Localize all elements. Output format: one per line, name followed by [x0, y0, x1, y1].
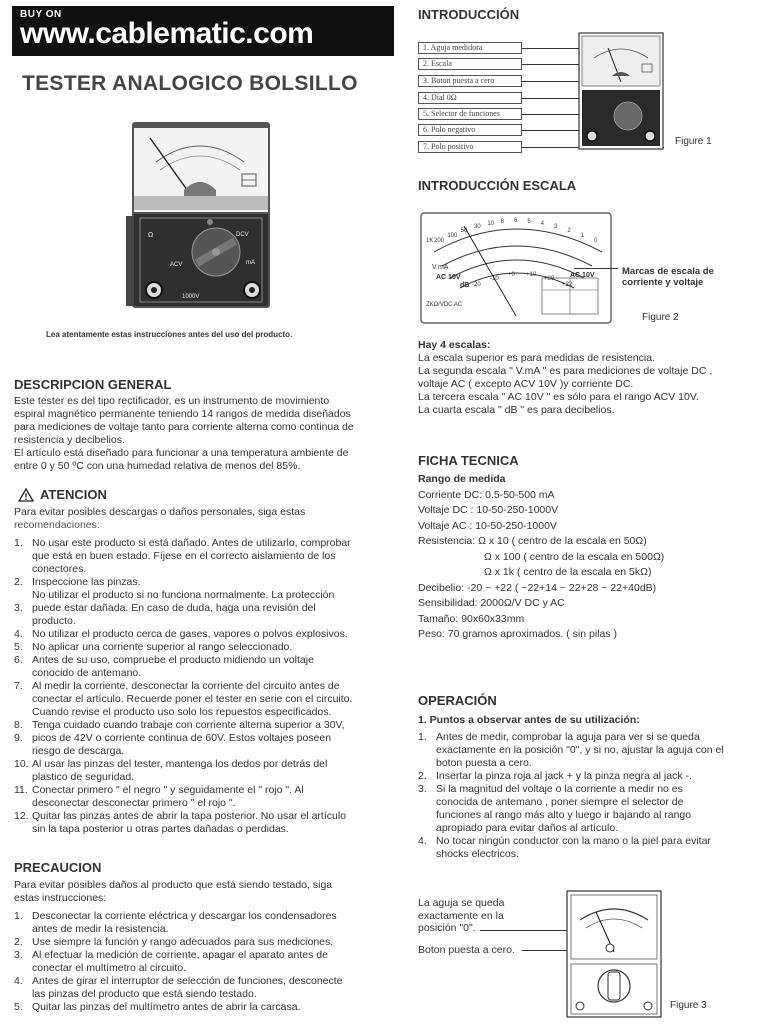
operacion-sub: 1. Puntos a observar antes de su utilización:	[418, 714, 640, 726]
figure3-label: Figure 3	[670, 1000, 707, 1011]
part-label-polo-negativo: 6. Polo negativo	[418, 124, 522, 136]
atencion-heading-row	[18, 487, 107, 502]
list-item: 1. Desconectar la corriente eléctrica y descargar los condensadores antes de medir la resistencia.	[14, 910, 337, 935]
banner-url: www.cablematic.com	[20, 17, 314, 50]
list-item: 9. picos de 42V o corriente continua de 60V. Estos voltajes poseen riesgo de descarga.	[14, 732, 332, 757]
introduccion-heading: INTRODUCCIÓN	[418, 7, 520, 22]
list-item: 5. No aplicar una corriente superior al rango seleccionado.	[14, 641, 293, 653]
figure1-svg	[578, 32, 664, 150]
list-item: 4. No tocar ningún conductor con la mano o la piel para evitar shocks electricos.	[418, 835, 711, 860]
precaucion-intro-line: Para evitar posibles daños al producto que está siendo testado, siga	[14, 879, 333, 891]
scale-tick-label: 3	[554, 223, 558, 230]
operacion-heading: OPERACIÓN	[418, 693, 497, 708]
scale-tick-label: 50	[460, 228, 468, 234]
ficha-row: Resistencia: Ω x 10 ( centro de la escala en 50Ω)	[418, 535, 647, 547]
scale-drawing	[420, 212, 612, 329]
marcas-escala-label	[622, 266, 714, 288]
list-item: 3. Si la magnitud del voltaje o la corriente a medir no es conocida de antemano , poner siempre el selector de funciones al rango más alto y luego ir bajando al rango apropiado para evitar daños al artículo.	[418, 783, 692, 834]
scale-tick-label: 4	[540, 220, 544, 227]
photo-label-acv: ACV	[170, 262, 183, 268]
scale-tick-label: 30	[474, 223, 481, 230]
hay-line: voltaje AC ( excepto ACV 10V )y corriente DC.	[418, 378, 634, 390]
tester-photo-svg	[120, 118, 280, 314]
ficha-row: Voltaje DC : 10-50-250-1000V	[418, 504, 559, 516]
leader-line	[522, 81, 584, 82]
db-tick-label: -10	[490, 276, 499, 283]
atencion-intro	[14, 506, 384, 532]
ficha-row: Ω x 1k ( centro de la escala en 5kΩ)	[484, 566, 652, 578]
scale-label-model: ZKΩ/VDC AC	[426, 302, 463, 308]
atencion-list	[14, 537, 384, 836]
ficha-row: Tamaño: 90x60x33mm	[418, 612, 525, 625]
descripcion-line: El artículo está diseñado para funcionar a una temperatura ambiente de	[14, 447, 349, 459]
marcas-line: corriente y voltaje	[622, 277, 704, 288]
part-label-selector: 5. Selector de funciones	[418, 108, 522, 120]
list-item: 4. Antes de girar el interruptor de selección de funciones, desconecte las pinzas del producto que está siendo testado.	[14, 975, 343, 1000]
part-label-boton: 3. Boton puesta a cero	[418, 75, 522, 87]
ficha-heading: FICHA TECNICA	[418, 453, 519, 468]
hay-line: La tercera escala " AC 10V " es sólo para el rango ACV 10V.	[418, 391, 699, 403]
list-item: 6. Antes de su uso, compruebe el producto midiendo un voltaje conocido de antemano.	[14, 654, 314, 679]
ficha-row: Peso: 70 gramos aproximados. ( sin pilas )	[418, 628, 618, 640]
page-title: TESTER ANALOGICO BOLSILLO	[22, 72, 358, 95]
figure1-label: Figure 1	[675, 136, 712, 147]
scale-tick-label: 5	[527, 218, 531, 225]
scale-tick-label: 100	[447, 232, 458, 239]
list-item: 2. Inspeccione las pinzas. No utilizar el producto si no funciona normalmente. La protección	[14, 576, 335, 601]
list-item: 8. Tenga cuidado cuando trabaje con corriente alterna superior a 30V,	[14, 719, 345, 731]
list-item: 1. Antes de medir, comprobar la aguja para ver si se queda exactamente en la posición "0", y si no, ajustar la aguja con el boton puesta a cero.	[418, 731, 724, 769]
fig3-aguja-line: exactamente en la	[418, 909, 504, 922]
part-label-dial: 4. Dial 0Ω	[418, 92, 522, 104]
list-item: 7. Al medir la corriente, desconectar la corriente del circuito antes de conectar el artículo. Recuerde poner el tester en serie con el circuito. Cuando revise el producto uso solo los repuestos especificados.	[14, 680, 353, 718]
db-tick-label: +22	[562, 282, 573, 288]
scale-tick-label: 8	[500, 218, 504, 225]
part-label-escala: 2. Escala	[418, 58, 522, 70]
ficha-content	[418, 472, 758, 643]
precaucion-list	[14, 910, 384, 1014]
tester-photo	[120, 118, 280, 314]
fig3-boton-text: Boton puesta a cero.	[418, 944, 515, 956]
list-item: 11. Conectar primero " el negro " y seguidamente el " rojo ". Al desconectar desconectar primero " el rojo ".	[14, 784, 304, 809]
ficha-row: Voltaje AC : 10-50-250-1000V	[418, 519, 557, 532]
descripcion-line: espiral magnético permanente teniendo 14 rangos de medida diseñados	[14, 408, 351, 420]
descripcion-line: entre 0 y 50 ºC con una humedad relativa de menos del 85%.	[14, 460, 301, 472]
ficha-row: Corriente DC: 0.5-50-500 mA	[418, 488, 555, 501]
photo-label-ohm: Ω	[148, 232, 154, 239]
db-tick-label: -20	[472, 282, 481, 288]
scale-tick-label: 10	[487, 220, 495, 227]
figure3-svg	[566, 890, 662, 1018]
ficha-row: Decibelio: -20 ~ +22 ( ~22+14 ~ 22+28 ~ 22+40dB)	[418, 581, 657, 594]
figure2-label: Figure 2	[642, 312, 679, 323]
leader-line	[522, 98, 580, 99]
list-item: 12. Quitar las pinzas antes de abrir la tapa posterior. No usar el artículo sin la tapa posterior u otras partes dañadas o perdidas.	[14, 810, 346, 835]
leader-line	[522, 64, 582, 65]
scale-tick-label: 0	[594, 238, 598, 244]
hay-escalas	[418, 339, 758, 417]
marcas-line: Marcas de escala de	[622, 266, 714, 277]
fig3-aguja-line: La aguja se queda	[418, 897, 505, 909]
banner-buy-on: BUY ON	[20, 9, 62, 20]
list-item: 5. Quitar las pinzas del multímetro antes de abrir la carcasa.	[14, 1001, 301, 1013]
leader-line	[574, 268, 618, 269]
db-tick-label: +10	[526, 272, 537, 279]
part-label-aguja: 1. Aguja medidora	[418, 42, 522, 54]
list-item: 2. Use siempre la función y rango adecuados para sus mediciones.	[14, 936, 334, 948]
scale-label-ac10-right: AC 10V	[570, 272, 595, 279]
figure3-drawing	[566, 890, 662, 1023]
cablematic-banner	[12, 6, 394, 56]
scale-tick-label: 2	[567, 228, 571, 234]
atencion-heading: ATENCION	[40, 487, 107, 502]
escala-heading: INTRODUCCIÓN ESCALA	[418, 178, 577, 193]
photo-label-dcv: DCV	[236, 232, 249, 238]
precaucion-intro-line: estas instrucciones:	[14, 892, 107, 904]
descripcion-line: para mediciones de voltaje tanto para corriente alterna como continua de	[14, 421, 354, 433]
ficha-row: Ω x 100 ( centro de la escala en 500Ω)	[484, 550, 665, 563]
list-item: 1. No usar este producto si está dañado. Antes de utilizarlo, comprobar que está en buen estado. Fíjese en el correcto aislamiento de los conectores.	[14, 537, 351, 575]
list-item: 4. No utilizar el producto cerca de gases, vapores o polvos explosivos.	[14, 628, 348, 640]
scale-label-ohm: 1K	[426, 238, 434, 244]
descripcion-line: resistencia y decibelios.	[14, 434, 125, 446]
list-item: 3. Al efectuar la medición de corriente, apagar el aparato antes de conectar el multímetro al circuito.	[14, 949, 328, 974]
photo-caption: Lea atentamente estas instrucciones antes del uso del producto.	[46, 330, 293, 339]
fig3-aguja-line: posición "0".	[418, 922, 476, 934]
list-item: 2. Insertar la pinza roja al jack + y la pinza negra al jack -.	[418, 770, 692, 782]
list-item: 3. puede estar dañada. En caso de duda, haga una revisión del producto.	[14, 602, 316, 627]
figure1-tester-drawing	[578, 32, 664, 155]
hay-line: La cuarta escala " dB " es para decibelios.	[418, 404, 615, 416]
scale-tick-label: 200	[434, 238, 445, 244]
scale-label-v-ma: V.mA	[432, 264, 449, 271]
hay-heading: Hay 4 escalas:	[418, 339, 491, 351]
db-tick-label: +20	[544, 276, 555, 283]
warning-icon	[18, 488, 34, 502]
photo-label-1000v: 1000V	[182, 294, 200, 300]
hay-line: La escala superior es para medidas de resistencia.	[418, 352, 655, 364]
list-item: 10. Al usar las pinzas del tester, mantenga los dedos por detrás del plastico de seguridad.	[14, 758, 328, 783]
atencion-intro-line: recomendaciones:	[14, 519, 100, 531]
scale-label-ac10: AC 10V	[436, 274, 461, 281]
precaucion-heading: PRECAUCION	[14, 860, 102, 875]
atencion-intro-line: Para evitar posibles descargas o daños personales, siga estas	[14, 506, 306, 518]
scale-tick-label: 1	[580, 232, 584, 239]
photo-label-ma: mA	[246, 260, 255, 266]
db-tick-label: +0	[508, 272, 515, 279]
part-label-polo-positivo: 7. Polo positivo	[418, 141, 522, 153]
ficha-row: Sensibilidad: 2000Ω/V DC y AC	[418, 597, 565, 609]
scale-tick-label: 6	[514, 218, 518, 224]
descripcion-heading: DESCRIPCION GENERAL	[14, 377, 172, 392]
descripcion-text	[14, 395, 384, 473]
ficha-sub: Rango de medida	[418, 473, 506, 485]
leader-line	[522, 114, 586, 115]
fig3-aguja-text	[418, 897, 504, 935]
hay-line: La segunda escala " V.mA " es para mediciones de voltaje DC ,	[418, 365, 713, 377]
precaucion-intro	[14, 879, 384, 905]
descripcion-line: Este tester es del tipo rectificador, es un instrumento de movimiento	[14, 395, 330, 407]
operacion-list	[418, 731, 754, 861]
scale-label-db: dB	[460, 282, 470, 289]
